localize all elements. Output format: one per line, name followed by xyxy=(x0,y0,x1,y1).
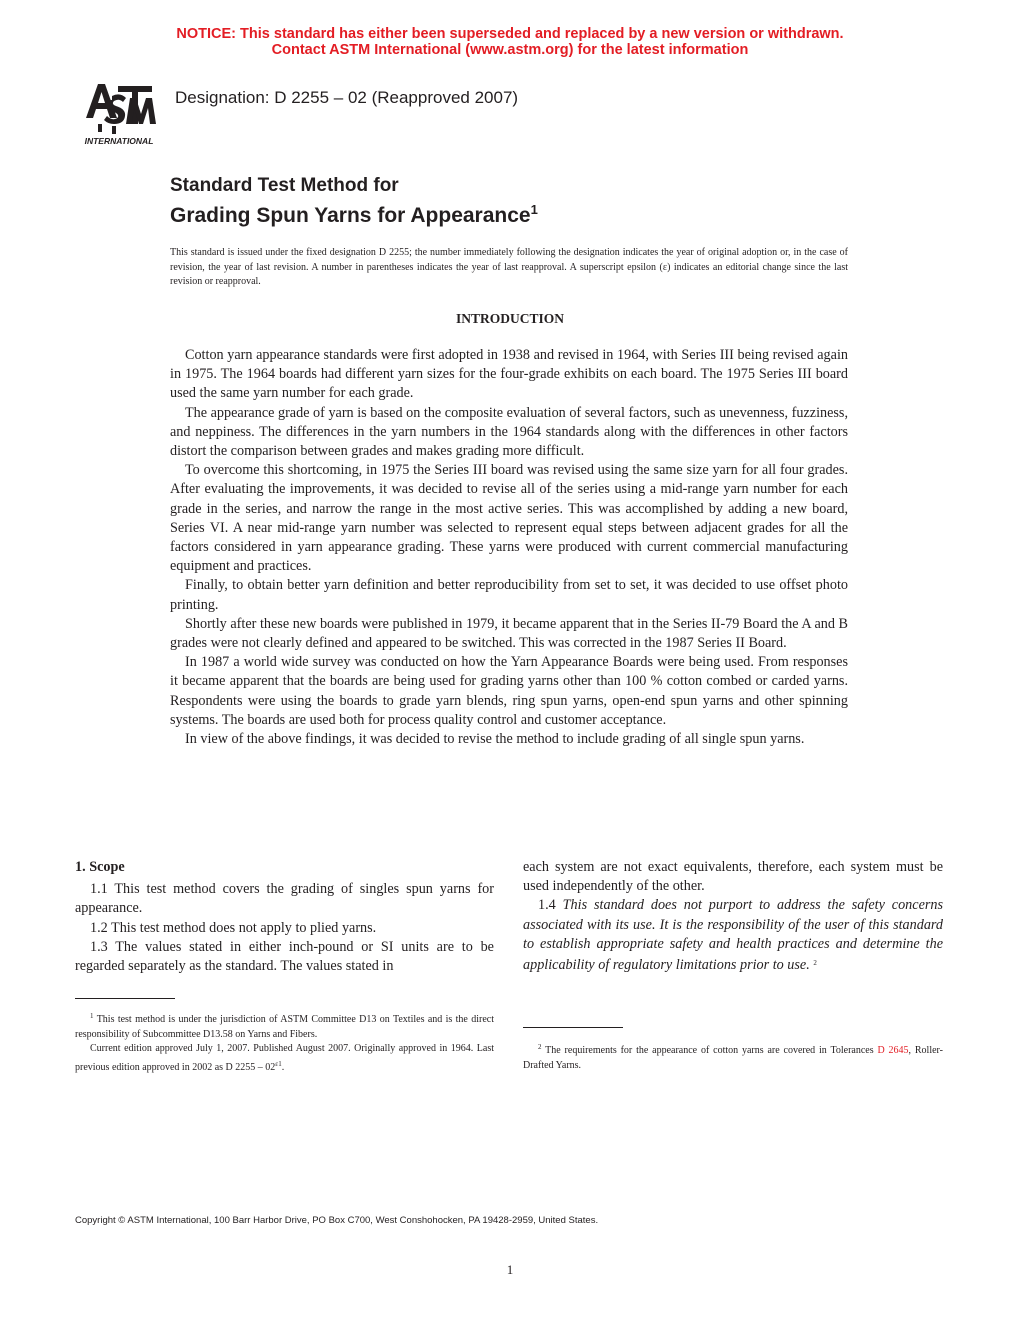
intro-paragraph: In view of the above findings, it was decided to revise the method to include grading of all single spun yarns. xyxy=(185,731,805,748)
title-footnote-ref[interactable]: 1 xyxy=(530,202,538,217)
footnote-1-edition: Current edition approved July 1, 2007. Published August 2007. Originally approved in 1964. Last previous edition approved in 2002 as D $2255 - 02^{\varepsilon 1}$. xyxy=(75,1043,494,1073)
astm-logo-icon xyxy=(78,78,160,148)
copyright: Copyright © ASTM International, 100 Barr Harbor Drive, PO Box C700, West Conshohocken, PA 19428-2959, United States. xyxy=(75,1215,599,1226)
scope-1-1: 1.1 This test method covers the grading of singles spun yarns for appearance. xyxy=(75,881,494,917)
footnote-1 xyxy=(75,1009,494,1075)
scope-right-column xyxy=(523,858,943,975)
page-number: 1 xyxy=(506,1262,514,1277)
footnote-1-text: $^1$ This test method is under the jurisdiction of ASTM Committee D13 on Textiles and is the direct responsibility of Subcommittee D13.58 on Yarns and Fibers. xyxy=(75,1012,494,1040)
intro-paragraph: The appearance grade of yarn is based on the composite evaluation of several factors, such as unevenness, fuzziness, and neppiness. The differences in the yarn numbers in the 1964 standards along with the differences in other factors distort the comparison between grades and makes grading more difficult. xyxy=(170,404,848,460)
logo-caption: INTERNATIONAL xyxy=(84,136,154,146)
notice-line-1: NOTICE: This standard has either been superseded and replaced by a new version or withdrawn. xyxy=(176,26,844,42)
footnote-rule-right xyxy=(523,1027,623,1028)
withdrawal-notice xyxy=(0,26,1020,58)
footnote-2 xyxy=(523,1040,943,1073)
scope-1-4: 1.4 This standard does not purport to address the safety concerns associated with its use. It is the responsibility of the user of this standard to establish appropriate safety and health practices and determine the applicability of regulatory limitations prior to use. $^2$ xyxy=(523,897,943,974)
intro-paragraph: Cotton yarn appearance standards were first adopted in 1938 and revised in 1964, with Series III being revised again in 1975. The 1964 boards had different yarn sizes for the four-grade exhibits on each board. The 1975 Series III board used the same yarn number for each grade. xyxy=(170,347,848,402)
scope-1-3: 1.3 The values stated in either inch-pound or SI units are to be regarded separately as the standard. The values stated in xyxy=(75,938,494,975)
scope-heading: 1. Scope xyxy=(75,859,125,875)
astm-logo xyxy=(78,78,160,148)
notice-line-2: Contact ASTM International (www.astm.org) for the latest information xyxy=(271,42,749,58)
title-line-2: Grading Spun Yarns for Appearance$^1$ xyxy=(170,202,538,227)
designation: Designation: D 2255 – 02 (Reapproved 2007) xyxy=(175,88,519,107)
footnote-2-ref[interactable]: 2 xyxy=(813,959,817,968)
scope-1-2: 1.2 This test method does not apply to plied yarns. xyxy=(90,919,377,936)
tolerance-link[interactable]: D 2645 xyxy=(877,1045,909,1056)
introduction-heading: INTRODUCTION xyxy=(455,311,564,326)
introduction-body xyxy=(170,346,848,749)
intro-paragraph: To overcome this shortcoming, in 1975 the Series III board was revised using the same size yarn for all four grades. After evaluating the improvements, it was decided to revise all of the series using a mid-range yarn number for each grade in the series, and narrow the range in the most active series. This was accomplished by adding a new board, Series VI. A near mid-range yarn number was selected to represent equal steps between adjacent grades for all the factors considered in yarn appearance grading. These yarns were produced with current commercial manufacturing equipment and practices. xyxy=(170,462,848,575)
footnote-rule-left xyxy=(75,998,175,999)
scope-1-3-continued: each system are not exact equivalents, therefore, each system must be used independently of the other. xyxy=(523,859,943,895)
footnote-2-text: $^2$ The requirements for the appearance of cotton yarns are covered in Tolerances D 2645, Roller-Drafted Yarns. xyxy=(523,1043,944,1071)
safety-statement: This standard does not purport to address the safety concerns associated with its use. It is the responsibility of the user of this standard to establish appropriate safety and health practices and determine the applicability of regulatory limitations prior to use. xyxy=(523,897,943,974)
scope-left-column xyxy=(75,858,494,976)
intro-paragraph: Finally, to obtain better yarn definition and better reproducibility from set to set, it was decided to use offset photo printing. xyxy=(170,577,848,613)
title-line-1: Standard Test Method for xyxy=(170,175,399,196)
intro-paragraph: Shortly after these new boards were published in 1979, it became apparent that in the Series II-79 Board the A and B grades were not clearly defined and appeared to be switched. This was corrected in the 1987 Series II Board. xyxy=(170,615,848,652)
intro-paragraph: In 1987 a world wide survey was conducted on how the Yarn Appearance Boards were being used. From responses it became apparent that the boards are being used for grading yarns other than 100 % cotton combed or carded yarns. Respondents were using the boards to grade yarn blends, ring spun yarns, open-end spun yarns and other spinning systems. The boards are used both for process quality control and customer acceptance. xyxy=(170,654,848,728)
issued-note: This standard is issued under the fixed designation D 2255; the number immediately following the designation indicates the year of original adoption or, in the case of revision, the year of last revision. A number in parentheses indicates the year of last reapproval. A superscript epsilon (ε) indicates an editorial change since the last revision or reapproval. xyxy=(170,247,848,287)
document-title xyxy=(170,175,538,229)
